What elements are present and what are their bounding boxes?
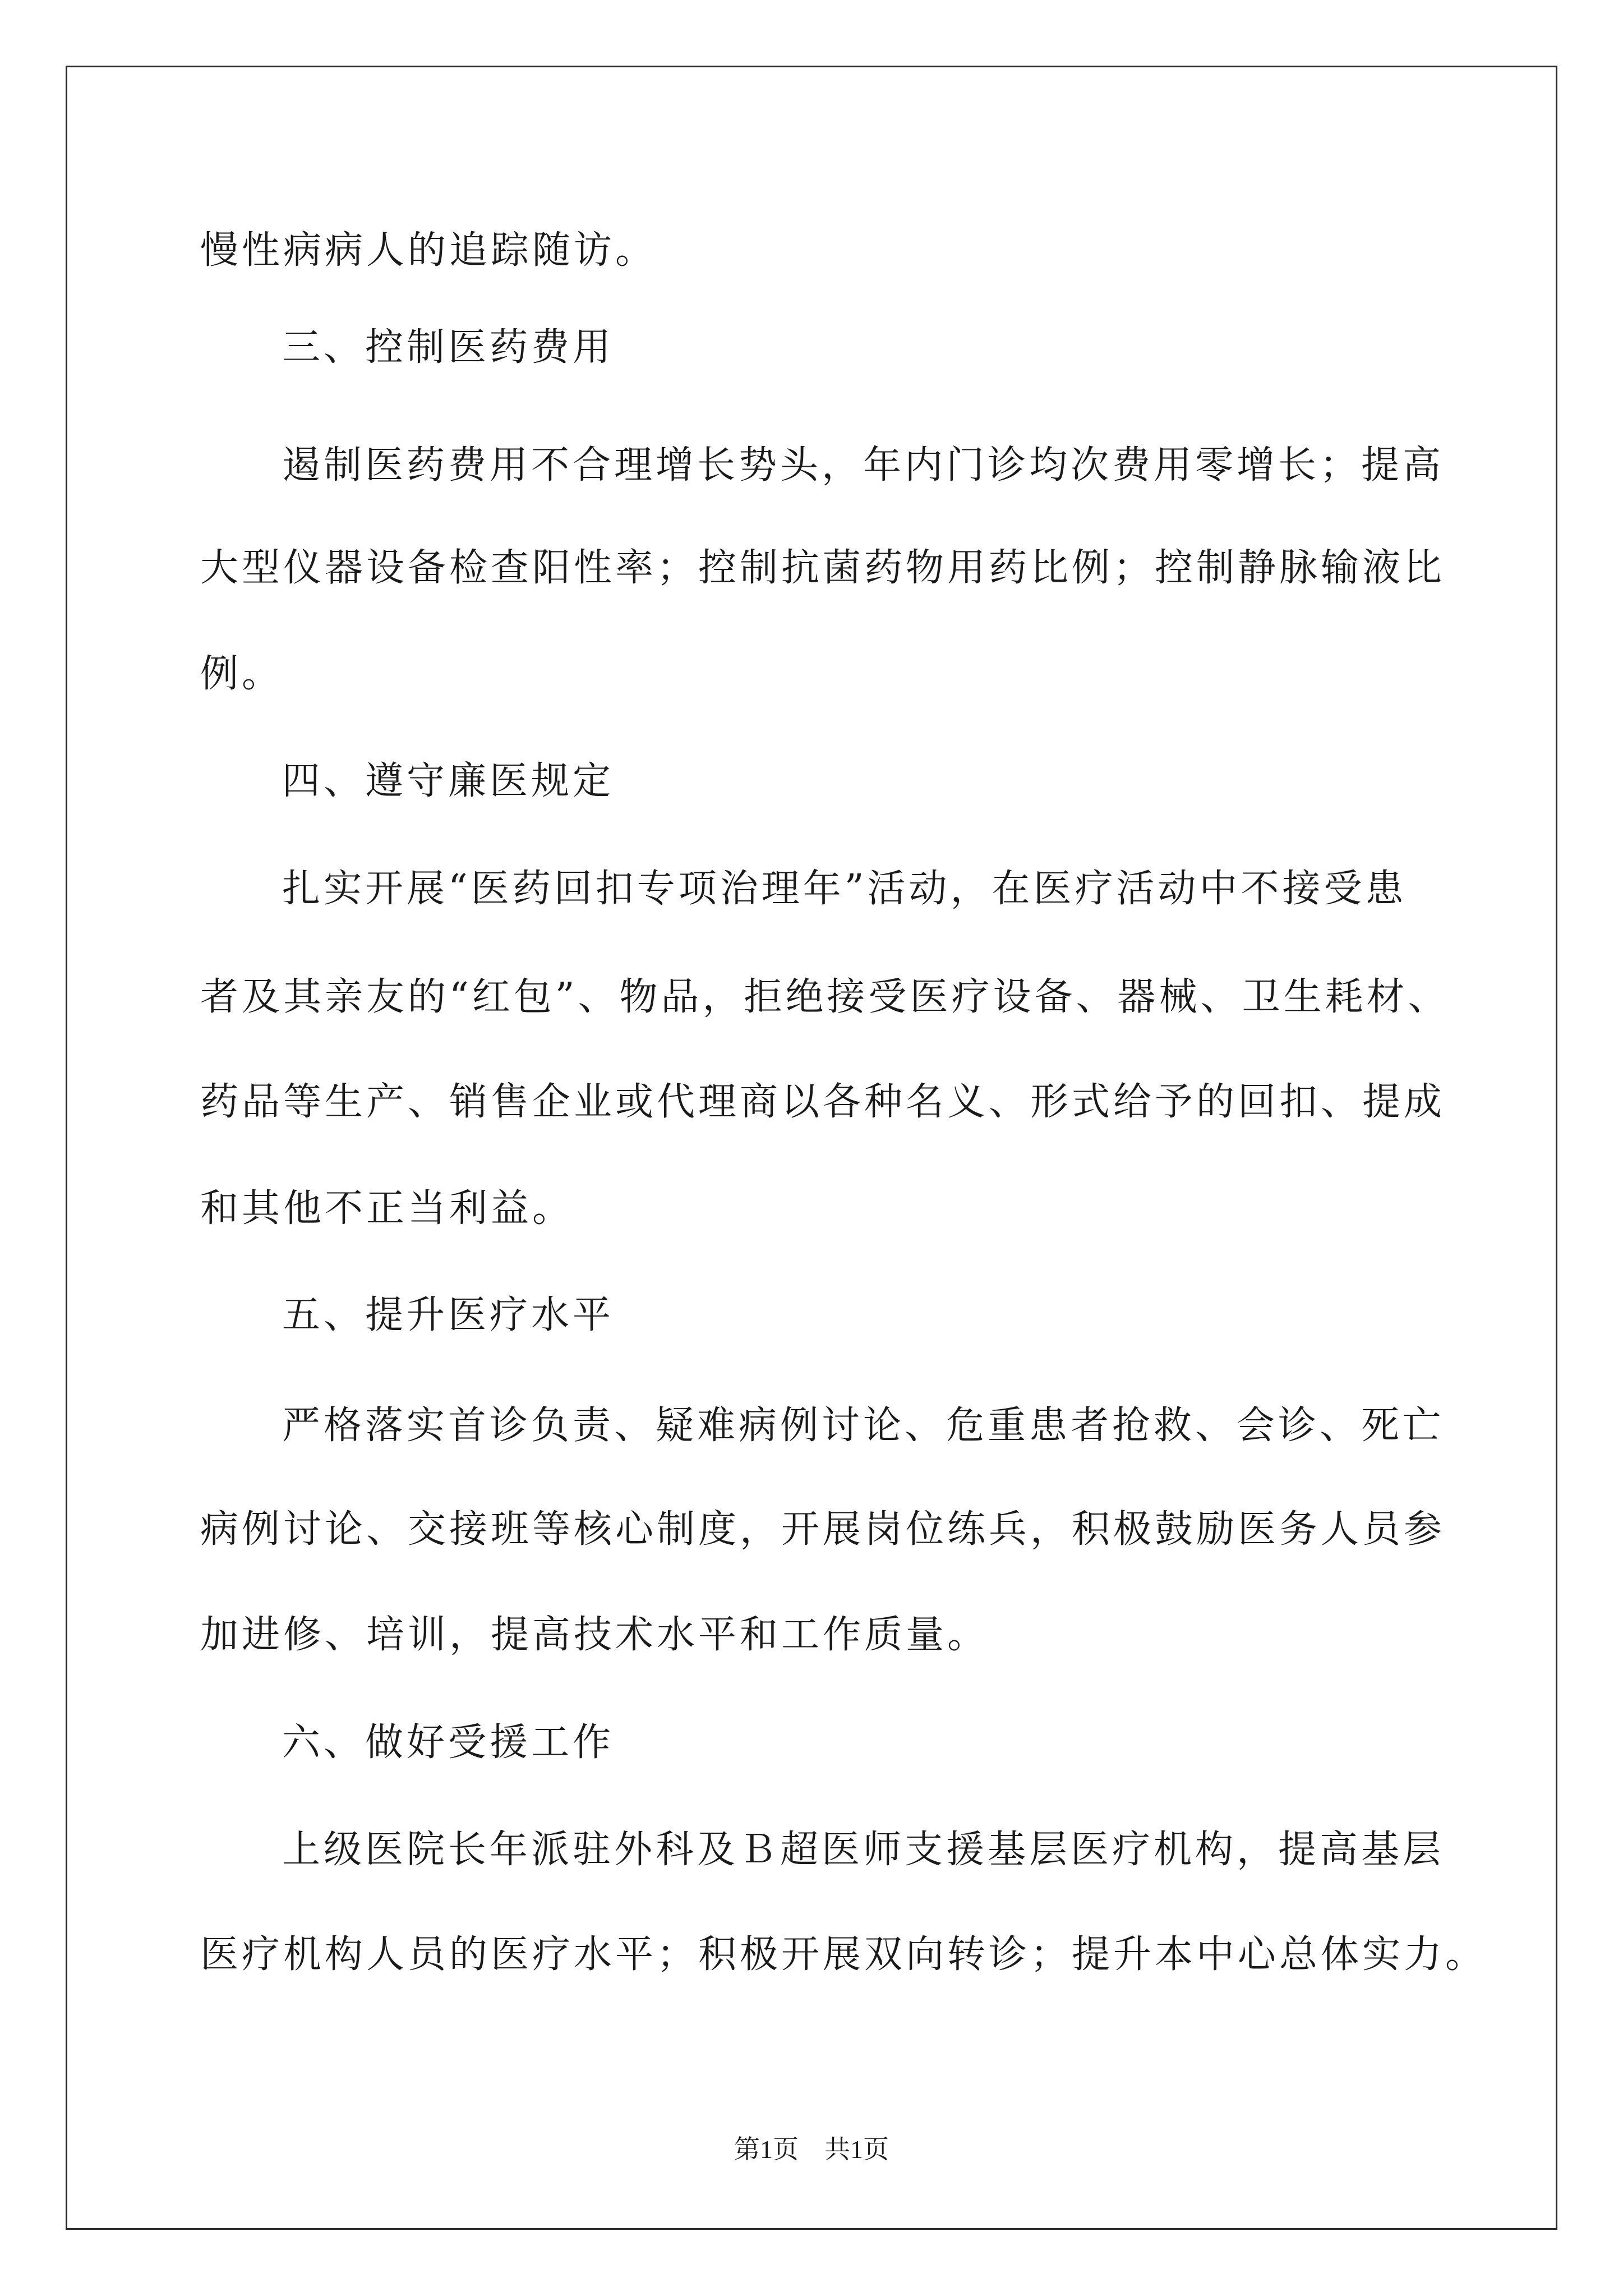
body-text-line: 医疗机构人员的医疗水平；积极开展双向转诊；提升本中心总体实力。 [200, 1932, 1487, 1977]
body-text-line: 大型仪器设备检查阳性率；控制抗菌药物用药比例；控制静脉输液比 [200, 546, 1446, 590]
body-text-line: 加进修、培训，提高技术水平和工作质量。 [200, 1613, 989, 1657]
body-text-line: 药品等生产、销售企业或代理商以各种名义、形式给予的回扣、提成 [200, 1080, 1446, 1124]
section-heading: 三、控制医药费用 [282, 325, 615, 370]
body-text-line: 慢性病病人的追踪随访。 [200, 228, 657, 273]
page-border [66, 66, 1557, 2230]
page-footer: 第1页 共1页 [734, 2135, 889, 2164]
paragraph-first-line: 上级医院长年派驻外科及Ｂ超医师支援基层医疗机构，提高基层 [282, 1828, 1445, 1872]
body-text-line: 和其他不正当利益。 [200, 1186, 574, 1231]
section-heading: 六、做好受援工作 [282, 1720, 615, 1765]
section-heading: 五、提升医疗水平 [282, 1293, 615, 1337]
section-heading: 四、遵守廉医规定 [282, 759, 615, 803]
body-text-line: 者及其亲友的“红包”、物品，拒绝接受医疗设备、器械、卫生耗材、 [200, 975, 1450, 1019]
paragraph-first-line: 扎实开展“医药回扣专项治理年”活动，在医疗活动中不接受患 [282, 867, 1407, 911]
body-text-line: 病例讨论、交接班等核心制度，开展岗位练兵，积极鼓励医务人员参 [200, 1507, 1446, 1552]
body-text-line: 例。 [200, 652, 284, 696]
paragraph-first-line: 遏制医药费用不合理增长势头，年内门诊均次费用零增长；提高 [282, 443, 1445, 487]
paragraph-first-line: 严格落实首诊负责、疑难病例讨论、危重患者抢救、会诊、死亡 [282, 1404, 1445, 1448]
